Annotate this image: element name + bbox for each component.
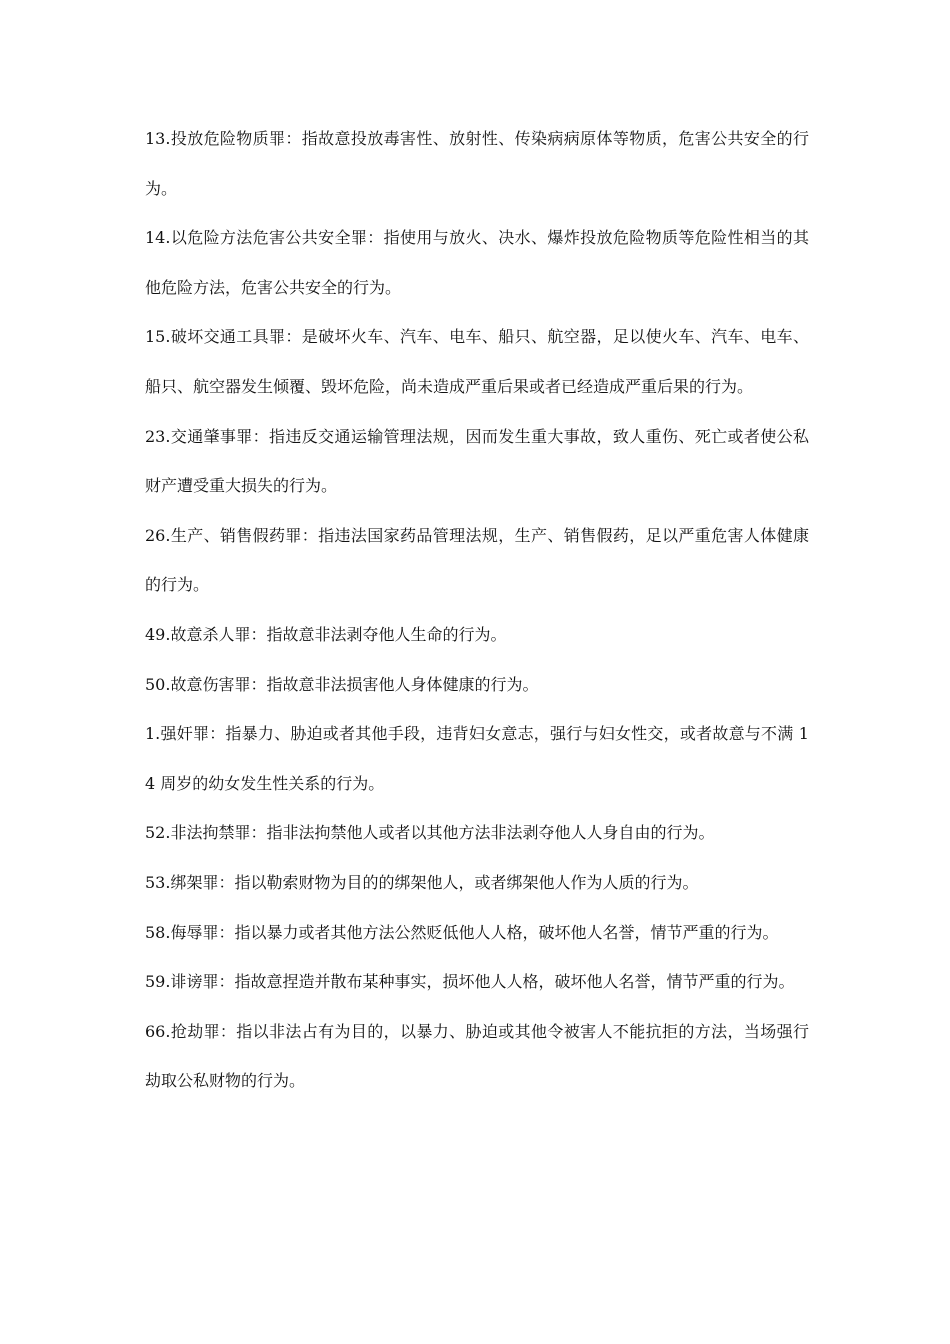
- entry-59-feibang: 59.诽谤罪：指故意捏造并散布某种事实，损坏他人人格，破坏他人名誉，情节严重的行为。: [145, 972, 795, 992]
- entry-14-weixianfangfa: 14.以危险方法危害公共安全罪：指使用与放火、决水、爆炸投放危险物质等危险性相当的其他危险方法，危害公共安全的行为。: [145, 228, 809, 297]
- entry-1-qiangjian: 1.强奸罪：指暴力、胁迫或者其他手段，违背妇女意志，强行与妇女性交，或者故意与不满 14 周岁的幼女发生性关系的行为。: [145, 724, 809, 793]
- entry-15-pohuaijiaotong: 15.破坏交通工具罪：是破坏火车、汽车、电车、船只、航空器，足以使火车、汽车、电车、船只、航空器发生倾覆、毁坏危险，尚未造成严重后果或者已经造成严重后果的行为。: [145, 327, 809, 396]
- entry-23-jiaotongzhaoshi: 23.交通肇事罪：指违反交通运输管理法规，因而发生重大事故，致人重伤、死亡或者使公私财产遭受重大损失的行为。: [145, 426, 809, 496]
- entry-52-feifajujin: 52.非法拘禁罪：指非法拘禁他人或者以其他方法非法剥夺他人人身自由的行为。: [145, 823, 715, 843]
- entry-50-guyishanghai: 50.故意伤害罪：指故意非法损害他人身体健康的行为。: [145, 674, 539, 694]
- entry-26-jiayao: 26.生产、销售假药罪：指违法国家药品管理法规，生产、销售假药，足以严重危害人体健康的行为。: [145, 525, 809, 595]
- entry-53-bangjia: 53.绑架罪：指以勒索财物为目的的绑架他人，或者绑架他人作为人质的行为。: [145, 872, 699, 892]
- entry-49-guyishaoren: 49.故意杀人罪：指故意非法剥夺他人生命的行为。: [145, 624, 507, 644]
- entry-13-toufang: 13.投放危险物质罪：指故意投放毒害性、放射性、传染病病原体等物质，危害公共安全的行为。: [145, 129, 809, 198]
- document-body: [145, 114, 809, 1106]
- entry-66-qiangjie: 66.抢劫罪：指以非法占有为目的，以暴力、胁迫或其他令被害人不能抗拒的方法，当场强行劫取公私财物的行为。: [145, 1021, 809, 1091]
- entry-58-wuru: 58.侮辱罪：指以暴力或者其他方法公然贬低他人人格，破坏他人名誉，情节严重的行为。: [145, 922, 779, 942]
